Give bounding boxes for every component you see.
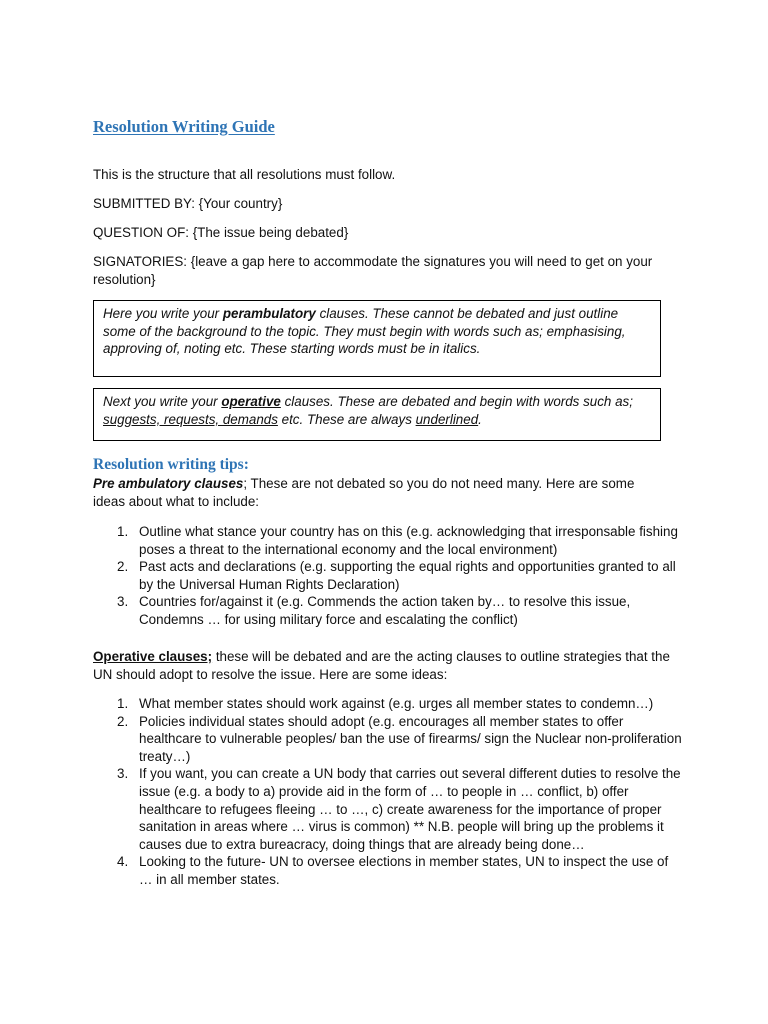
box2-end: .: [478, 411, 482, 427]
list-item: 3. Countries for/against it (e.g. Commends the action taken by… to resolve this issue, Condemns … for using military force and escalating the conflict): [117, 594, 631, 627]
box1-before: Here you write your: [103, 306, 223, 321]
operative-text: these will be debated and are the acting clauses to outline strategies that the UN should adopt to resolve the issue. Here are some ideas:: [93, 649, 670, 682]
document-title: Resolution Writing Guide: [93, 117, 275, 136]
intro-paragraph: This is the structure that all resolutions must follow.: [93, 167, 396, 182]
submitted-by-line: SUBMITTED BY: {Your country}: [93, 196, 283, 211]
box2-middle: clauses. These are debated and begin with words such as;: [280, 394, 633, 409]
list-item: 3. If you want, you can create a UN body that carries out several different duties to resolve the issue (e.g. a body to a) provide aid in the form of … to people in … conflict, b) offer healthcare to refugees fleeing … to …, c) create awareness for the importance of proper sanitation in areas where … virus is common) ** N.B. people will bring up the problems it causes due to extra bureacracy, doing things that are already being done…: [117, 766, 681, 852]
list-item: 2. Past acts and declarations (e.g. supporting the equal rights and opportunities granted to all by the Universal Human Rights Declaration): [117, 559, 676, 592]
box2-bold: operative: [221, 394, 281, 409]
box2-after-examples: etc. These are always: [277, 411, 416, 427]
question-of-line: QUESTION OF: {The issue being debated}: [93, 225, 349, 240]
box2-examples: suggests, requests, demands: [103, 411, 278, 427]
operative-label: Operative clauses;: [93, 649, 213, 664]
list-item: 4. Looking to the future- UN to oversee elections in member states, UN to inspect the use of … in all member states.: [117, 854, 669, 887]
box1-after: clauses. These cannot be debated and just outline some of the background to the topic. They must begin with words such as; emphasising, approving of, noting etc. These starting words must be in italics.: [103, 306, 626, 357]
list-item: 2. Policies individual states should adopt (e.g. encourages all member states to offer healthcare to vulnerable peoples/ ban the use of firearms/ sign the Nuclear non-proliferation treaty…): [117, 713, 682, 764]
tips-heading: Resolution writing tips:: [93, 456, 249, 473]
operative-list: [93, 695, 683, 889]
list-item: 1. What member states should work against (e.g. urges all member states to condemn…): [117, 696, 654, 711]
signatories-line: SIGNATORIES: {leave a gap here to accommodate the signatures you will need to get on your resolution}: [93, 254, 653, 287]
pre-ambulatory-text: ; These are not debated so you do not need many. Here are some ideas about what to include:: [93, 476, 635, 509]
operative-paragraph: [93, 648, 683, 683]
box2-underlined: underlined: [415, 411, 479, 427]
operative-box: [93, 388, 661, 441]
list-item: 1. Outline what stance your country has on this (e.g. acknowledging that irresponsable fishing poses a threat to the international economy and the local environment): [117, 524, 678, 557]
pre-ambulatory-label: Pre ambulatory clauses: [93, 476, 244, 491]
pre-ambulatory-paragraph: [93, 475, 663, 510]
box1-bold: perambulatory: [222, 306, 316, 321]
perambulatory-box: [93, 300, 661, 377]
box2-before: Next you write your: [103, 394, 222, 409]
pre-ambulatory-list: [93, 523, 683, 629]
